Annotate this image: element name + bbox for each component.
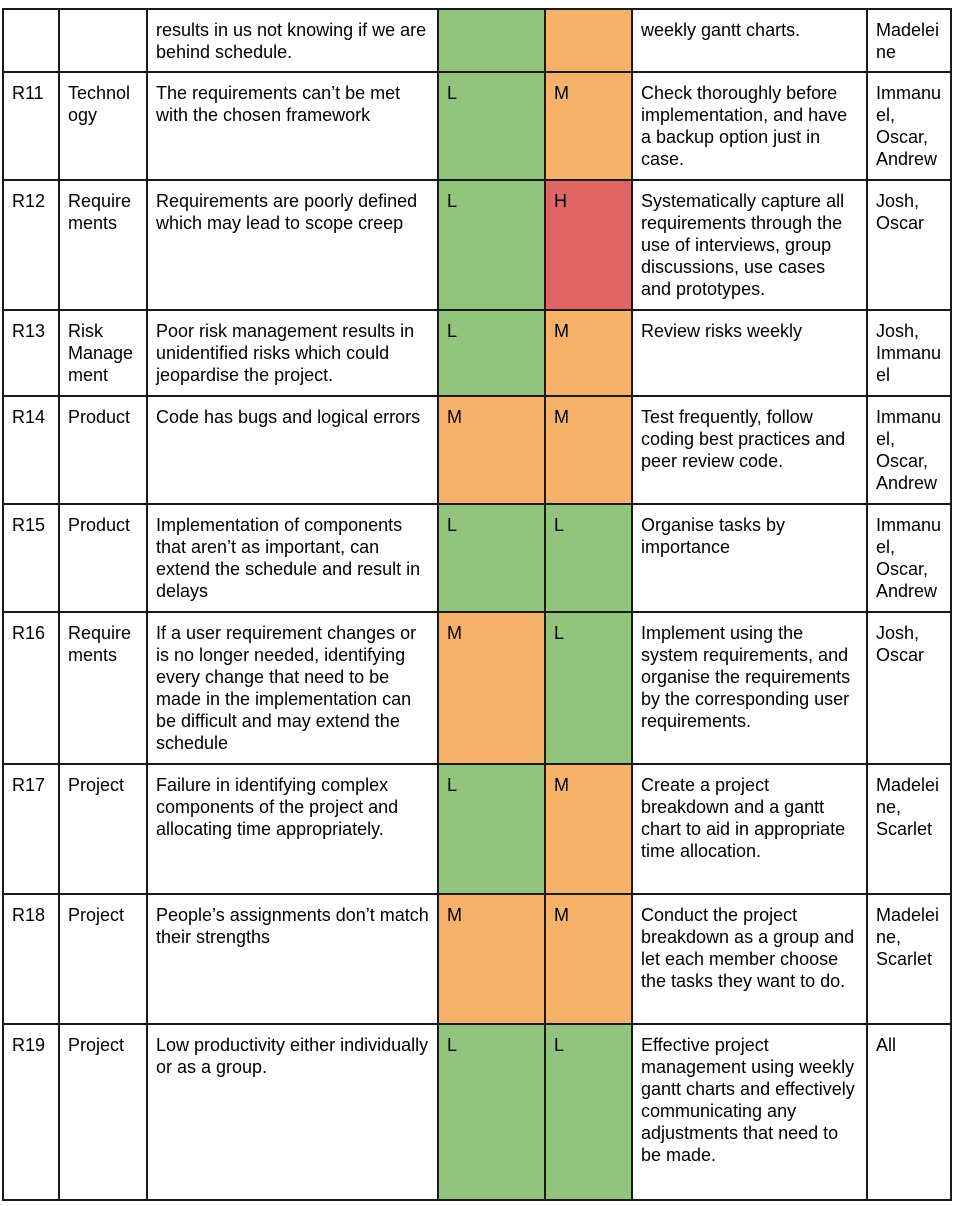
table-row <box>3 1024 951 1200</box>
risk-impact-cell <box>545 9 632 72</box>
risk-category-cell: Requirements <box>59 180 147 310</box>
risk-owner-cell: Josh, Immanuel <box>867 310 951 396</box>
risk-description-cell: Requirements are poorly defined which may lead to scope creep <box>147 180 438 310</box>
risk-owner-cell: Josh, Oscar <box>867 612 951 764</box>
risk-description-cell: Code has bugs and logical errors <box>147 396 438 504</box>
risk-impact-cell: H <box>545 180 632 310</box>
risk-owner-cell: Immanuel, Oscar, Andrew <box>867 72 951 180</box>
table-row <box>3 180 951 310</box>
risk-id-cell: R11 <box>3 72 59 180</box>
table-row-continued <box>3 9 951 72</box>
risk-likelihood-cell: L <box>438 180 545 310</box>
risk-likelihood-cell: M <box>438 396 545 504</box>
risk-mitigation-cell: Systematically capture all requirements through the use of interviews, group discussions, use cases and prototypes. <box>632 180 867 310</box>
risk-owner-cell: Immanuel, Oscar, Andrew <box>867 396 951 504</box>
risk-likelihood-cell: M <box>438 612 545 764</box>
risk-id-cell: R13 <box>3 310 59 396</box>
risk-table-body <box>3 9 951 1200</box>
risk-impact-cell: M <box>545 310 632 396</box>
risk-likelihood-cell <box>438 9 545 72</box>
risk-id-cell: R18 <box>3 894 59 1024</box>
risk-description-cell: Poor risk management results in unidentified risks which could jeopardise the project. <box>147 310 438 396</box>
risk-likelihood-cell: M <box>438 894 545 1024</box>
risk-id-cell: R14 <box>3 396 59 504</box>
risk-owner-cell: Madeleine, Scarlet <box>867 764 951 894</box>
risk-category-cell <box>59 9 147 72</box>
risk-impact-cell: L <box>545 504 632 612</box>
risk-likelihood-cell: L <box>438 764 545 894</box>
risk-description-cell: People’s assignments don’t match their strengths <box>147 894 438 1024</box>
risk-impact-cell: M <box>545 72 632 180</box>
risk-category-cell: Technology <box>59 72 147 180</box>
table-row <box>3 72 951 180</box>
risk-impact-cell: M <box>545 396 632 504</box>
risk-id-cell: R19 <box>3 1024 59 1200</box>
risk-id-cell: R16 <box>3 612 59 764</box>
risk-likelihood-cell: L <box>438 1024 545 1200</box>
risk-category-cell: Risk Management <box>59 310 147 396</box>
table-row <box>3 310 951 396</box>
risk-category-cell: Requirements <box>59 612 147 764</box>
risk-id-cell <box>3 9 59 72</box>
table-row <box>3 612 951 764</box>
risk-category-cell: Product <box>59 396 147 504</box>
table-row <box>3 764 951 894</box>
risk-mitigation-cell: Test frequently, follow coding best practices and peer review code. <box>632 396 867 504</box>
risk-mitigation-cell: Review risks weekly <box>632 310 867 396</box>
risk-owner-cell: Immanuel, Oscar, Andrew <box>867 504 951 612</box>
risk-mitigation-cell: Conduct the project breakdown as a group and let each member choose the tasks they want to do. <box>632 894 867 1024</box>
risk-mitigation-cell: Check thoroughly before implementation, and have a backup option just in case. <box>632 72 867 180</box>
risk-likelihood-cell: L <box>438 504 545 612</box>
risk-mitigation-cell: Implement using the system requirements, and organise the requirements by the corresponding user requirements. <box>632 612 867 764</box>
table-row <box>3 396 951 504</box>
risk-description-cell: results in us not knowing if we are behind schedule. <box>147 9 438 72</box>
risk-register-table <box>2 8 952 1201</box>
risk-mitigation-cell: weekly gantt charts. <box>632 9 867 72</box>
risk-description-cell: Low productivity either individually or as a group. <box>147 1024 438 1200</box>
risk-category-cell: Product <box>59 504 147 612</box>
risk-owner-cell: Josh, Oscar <box>867 180 951 310</box>
table-row <box>3 504 951 612</box>
risk-mitigation-cell: Effective project management using weekly gantt charts and effectively communicating any adjustments that need to be made. <box>632 1024 867 1200</box>
risk-mitigation-cell: Organise tasks by importance <box>632 504 867 612</box>
risk-owner-cell: All <box>867 1024 951 1200</box>
risk-impact-cell: L <box>545 1024 632 1200</box>
risk-likelihood-cell: L <box>438 72 545 180</box>
risk-impact-cell: M <box>545 894 632 1024</box>
risk-description-cell: Failure in identifying complex components of the project and allocating time appropriately. <box>147 764 438 894</box>
risk-id-cell: R15 <box>3 504 59 612</box>
table-row <box>3 894 951 1024</box>
risk-impact-cell: M <box>545 764 632 894</box>
risk-likelihood-cell: L <box>438 310 545 396</box>
risk-id-cell: R12 <box>3 180 59 310</box>
risk-description-cell: If a user requirement changes or is no longer needed, identifying every change that need to be made in the implementation can be difficult and may extend the schedule <box>147 612 438 764</box>
risk-impact-cell: L <box>545 612 632 764</box>
risk-owner-cell: Madeleine <box>867 9 951 72</box>
risk-id-cell: R17 <box>3 764 59 894</box>
risk-description-cell: Implementation of components that aren’t as important, can extend the schedule and result in delays <box>147 504 438 612</box>
risk-description-cell: The requirements can’t be met with the chosen framework <box>147 72 438 180</box>
risk-category-cell: Project <box>59 894 147 1024</box>
risk-category-cell: Project <box>59 764 147 894</box>
risk-owner-cell: Madeleine, Scarlet <box>867 894 951 1024</box>
risk-mitigation-cell: Create a project breakdown and a gantt chart to aid in appropriate time allocation. <box>632 764 867 894</box>
risk-category-cell: Project <box>59 1024 147 1200</box>
